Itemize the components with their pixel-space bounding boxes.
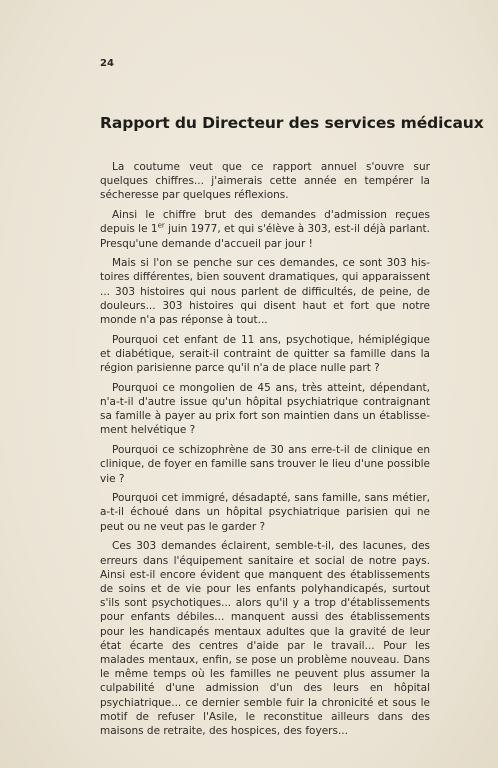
page-title: Rapport du Directeur des services médicaux xyxy=(100,114,484,132)
paragraph-8: Ces 303 demandes éclairent, semble-t-il, des lacunes, des erreurs dans l'équipement sanitaire et social de notre pays. Ainsi est-il encore évident que manquent des établissements de soins et de vie pour les enfants polyhandicapés, surtout s'ils sont psychotiques... alors qu'il y a trop d'établissements pour enfants débiles... manquent aussi des établissements pour les handicapés mentaux adultes que la gravité de leur état écarte des centres d'aide par le travail... Pour les malades mentaux, enfin, se pose un problème nouveau. Dans le même temps où les familles ne peuvent plus assumer la culpabilité d'une admission d'un des leurs en hôpital psychiatrique... ce dernier semble fuir la chronicité et sous le motif de refuser l'Asile, le reconstitue ailleurs dans des maisons de retraite, des hospices, des foyers... xyxy=(100,540,430,738)
paragraph-1: La coutume veut que ce rapport annuel s'ouvre sur quelques chiffres... j'aimerais cette année en tempérer la sécheresse par quelques réflexions. xyxy=(100,161,430,202)
ordinal-superscript: er xyxy=(157,221,165,230)
page-number: 24 xyxy=(100,58,114,69)
paragraph-7: Pourquoi cet immigré, désadapté, sans famille, sans métier, a-t-il échoué dans un hôpital psychiatrique parisien qui ne peut ou ne veut pas le garder ? xyxy=(100,492,430,533)
body-text xyxy=(100,160,430,744)
paragraph-3: Mais si l'on se penche sur ces demandes, ce sont 303 histoires différentes, bien souvent dramatiques, qui apparaissent ... 303 histoires qui nous parlent de difficultés, de peine, de douleurs... 303 histoires qui disent haut et fort que notre monde n'a pas réponse à tout... xyxy=(100,257,430,327)
paragraph-2-part-1: Ainsi le chiffre brut des demandes d'admission reçues depuis le 1 xyxy=(100,209,430,236)
paragraph-4: Pourquoi cet enfant de 11 ans, psychotique, hémiplégique et diabétique, serait-il contraint de quitter sa famille dans la région parisienne parce qu'il n'a de place nulle part ? xyxy=(100,333,430,375)
paragraph-6: Pourquoi ce schizophrène de 30 ans erre-t-il de clinique en clinique, de foyer en famille sans trouver le lieu d'une possible vie ? xyxy=(100,444,430,485)
paragraph-2-part-2: juin 1977, et qui s'élève à 303, est-il déjà parlant. Presqu'une demande d'accueil par jour ! xyxy=(100,223,430,250)
paragraph-5: Pourquoi ce mongolien de 45 ans, très atteint, dépendant, n'a-t-il d'autre issue qu'un hôpital psychiatrique contraignant sa famille à payer au prix fort son maintien dans un établissement helvétique ? xyxy=(100,381,430,437)
paragraph-2 xyxy=(100,208,430,251)
